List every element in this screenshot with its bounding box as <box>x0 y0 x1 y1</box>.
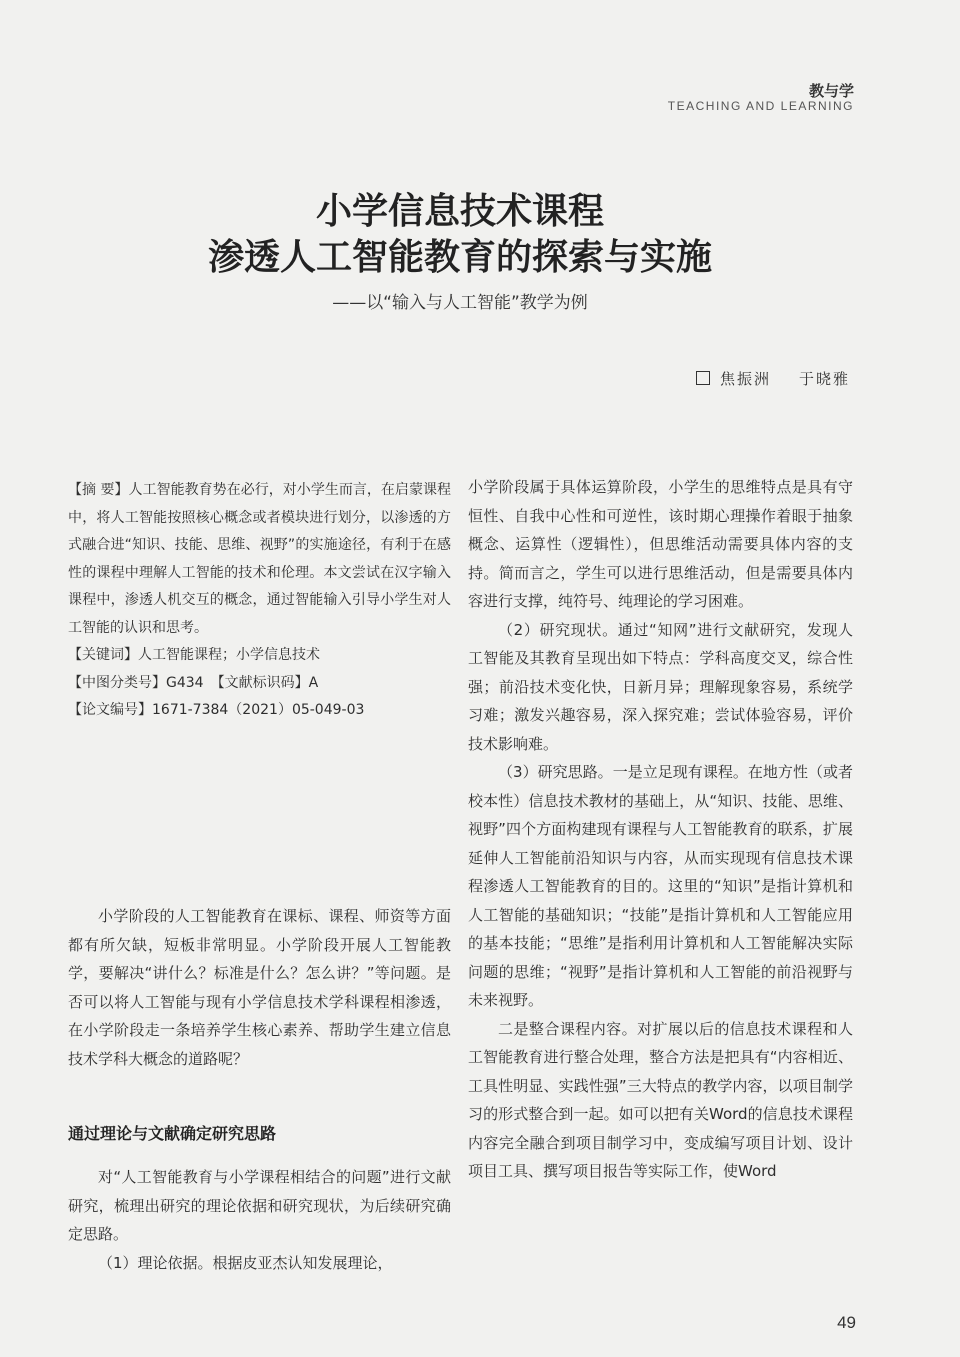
author-name: 于晓雅 <box>798 370 850 388</box>
article-subtitle: ——以“输入与人工智能”教学为例 <box>332 293 588 313</box>
author-line <box>696 368 850 389</box>
section-heading: 通过理论与文献确定研究思路 <box>68 1124 277 1143</box>
keywords: 【关键词】人工智能课程；小学信息技术 <box>68 647 320 663</box>
body-left-column <box>68 1163 451 1277</box>
body-paragraph: 小学阶段属于具体运算阶段，小学生的思维特点是具有守恒性、自我中心性和可逆性，该时期心理操作着眼于抽象概念、运算性（逻辑性），但思维活动需要具体内容的支持。简而言之，学生可以进行思维活动，但是需要具体内容进行支撑，纯符号、纯理论的学习困难。 <box>468 478 853 610</box>
body-right-column <box>468 473 853 1186</box>
body-paragraph: （1）理论依据。根据皮亚杰认知发展理论， <box>98 1253 393 1272</box>
article-title-line1: 小学信息技术课程 <box>315 191 604 232</box>
author-box-icon <box>696 371 710 385</box>
journal-section-subtitle: TEACHING AND LEARNING <box>667 99 854 113</box>
body-paragraph: （2）研究现状。通过“知网”进行文献研究，发现人工智能及其教育呈现出如下特点：学科高度交叉，综合性强；前沿技术变化快，日新月异；理解现象容易，系统学习难；激发兴趣容易，深入探究难；尝试体验容易，评价技术影响难。 <box>468 620 853 753</box>
article-title-line2: 渗透人工智能教育的探索与实施 <box>207 237 712 278</box>
intro-paragraph: 小学阶段的人工智能教育在课标、课程、师资等方面都有所欠缺，短板非常明显。小学阶段开展人工智能教学，要解决“讲什么？标准是什么？怎么讲？”等问题。是否可以将人工智能与现有小学信息技术学科课程相渗透，在小学阶段走一条培养学生核心素养、帮助学生建立信息技术学科大概念的道路呢？ <box>68 907 451 1068</box>
body-paragraph: 对“人工智能教育与小学课程相结合的问题”进行文献研究，梳理出研究的理论依据和研究现状，为后续研究确定思路。 <box>68 1168 451 1243</box>
body-paragraph: （3）研究思路。一是立足现有课程。在地方性（或者校本性）信息技术教材的基础上，从“知识、技能、思维、视野”四个方面构建现有课程与人工智能教育的联系，扩展延伸人工智能前沿知识与内容，从而实现现有信息技术课程渗透人工智能教育的目的。这里的“知识”是指计算机和人工智能的基础知识；“技能”是指计算机和人工智能应用的基本技能；“思维”是指利用计算机和人工智能解决实际问题的思维；“视野”是指计算机和人工智能的前沿视野与未来视野。 <box>468 763 853 1009</box>
article-number: 【论文编号】1671-7384（2021）05-049-03 <box>68 702 365 718</box>
page-number: 49 <box>837 1313 856 1332</box>
abstract-text: 【摘 要】人工智能教育势在必行，对小学生而言，在启蒙课程中，将人工智能按照核心概念或者模块进行划分，以渗透的方式融合进“知识、技能、思维、视野”的实施途径，有利于在感性的课程中理解人工智能的技术和伦理。本文尝试在汉字输入课程中，渗透人机交互的概念，通过智能输入引导小学生对人工智能的认识和思考。 <box>68 482 451 636</box>
author-name: 焦振洲 <box>719 370 771 388</box>
journal-section-title: 教与学 <box>808 82 854 100</box>
abstract-block <box>68 477 451 725</box>
intro-block <box>68 902 451 1073</box>
classification-code: 【中图分类号】G434 【文献标识码】A <box>68 674 319 691</box>
body-paragraph: 二是整合课程内容。对扩展以后的信息技术课程和人工智能教育进行整合处理，整合方法是把具有“内容相近、工具性明显、实践性强”三大特点的教学内容，以项目制学习的形式整合到一起。如可以把有关Word的信息技术课程内容完全融合到项目制学习中，变成编写项目计划、设计项目工具、撰写项目报告等实际工作，使Word <box>468 1019 853 1180</box>
